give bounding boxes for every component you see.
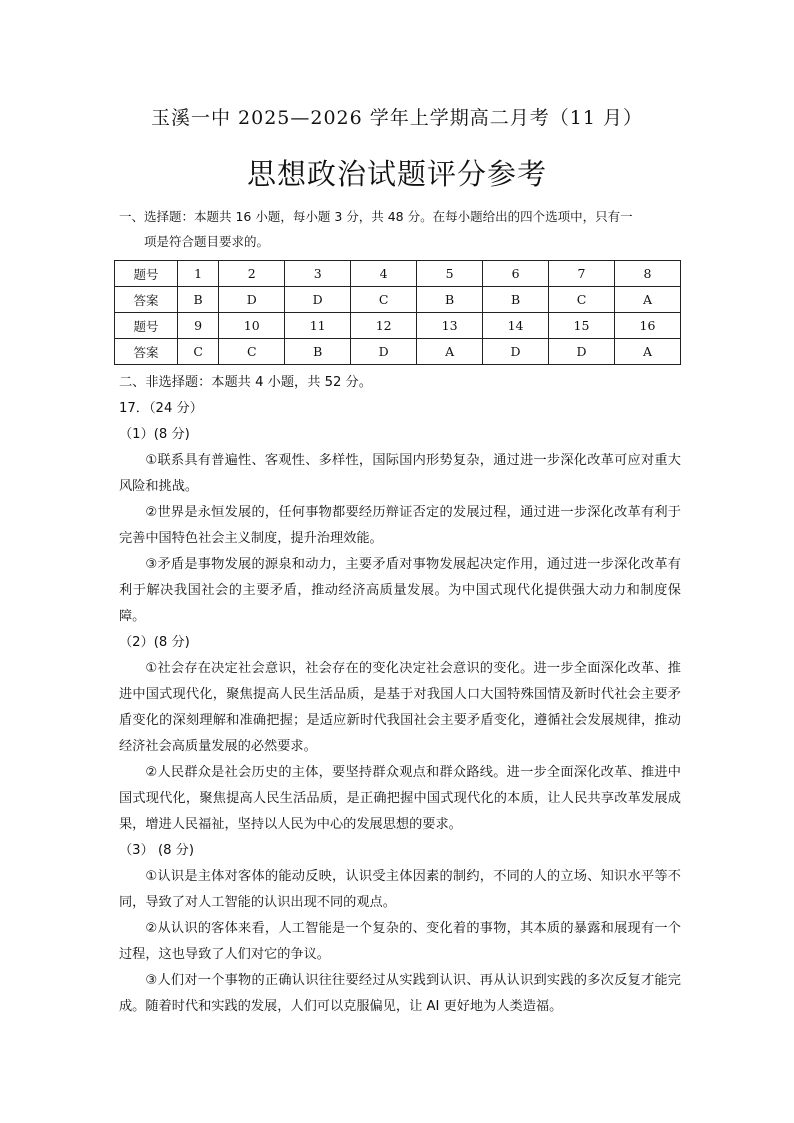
table-row-answers-2 [115, 339, 681, 365]
table-row-numbers-2 [115, 313, 681, 339]
answer-point: ③人们对一个事物的正确认识往往要经过从实践到认识、再从认识到实践的多次反复才能完成。随着时代和实践的发展，人们可以克服偏见，让 AI 更好地为人类造福。 [119, 973, 681, 1014]
table-cell: D [549, 339, 615, 365]
part-1-label: （1）(8 分) [119, 427, 190, 442]
table-row-numbers-1 [115, 261, 681, 287]
table-cell: A [614, 287, 680, 313]
answer-table [114, 260, 681, 365]
table-cell: B [285, 339, 351, 365]
table-cell: C [549, 287, 615, 313]
table-cell: 16 [614, 313, 680, 339]
part-2-label: （2）(8 分) [119, 635, 190, 650]
answer-point: ②世界是永恒发展的，任何事物都要经历辩证否定的发展过程，通过进一步深化改革有利于完善中国特色社会主义制度，提升治理效能。 [119, 505, 681, 546]
table-cell: 10 [219, 313, 285, 339]
table-cell: B [417, 287, 483, 313]
question-17-label: 17．（24 分） [119, 401, 203, 416]
table-cell: 5 [417, 261, 483, 287]
table-cell: 3 [285, 261, 351, 287]
part-3-label: （3） (8 分) [119, 843, 195, 858]
section-nonchoice-heading: 二、非选择题：本题共 4 小题，共 52 分。 [119, 375, 372, 390]
exam-subtitle: 玉溪一中 2025—2026 学年上学期高二月考（11 月） [150, 107, 643, 129]
table-cell: D [351, 339, 417, 365]
table-row-answers-1 [115, 287, 681, 313]
table-cell: 13 [417, 313, 483, 339]
table-cell: 12 [351, 313, 417, 339]
answer-point: ②人民群众是社会历史的主体，要坚持群众观点和群众路线。进一步全面深化改革、推进中国式现代化，聚焦提高人民生活品质，是正确把握中国式现代化的本质，让人民共享改革发展成果，增进人民福祉，坚持以人民为中心的发展思想的要求。 [119, 765, 681, 832]
section-nonchoice [119, 370, 681, 1020]
section-choice-intro [119, 204, 679, 254]
table-cell: 6 [483, 261, 549, 287]
table-header-cell: 题号 [115, 313, 178, 339]
table-header-cell: 答案 [115, 287, 178, 313]
table-cell: C [219, 339, 285, 365]
table-cell: 15 [549, 313, 615, 339]
answer-point: ①认识是主体对客体的能动反映，认识受主体因素的制约，不同的人的立场、知识水平等不同，导致了对人工智能的认识出现不同的观点。 [119, 869, 681, 910]
table-header-cell: 题号 [115, 261, 178, 287]
answer-point: ①联系具有普遍性、客观性、多样性，国际国内形势复杂，通过进一步深化改革可应对重大风险和挑战。 [119, 453, 681, 494]
table-cell: B [483, 287, 549, 313]
answer-point: ③矛盾是事物发展的源泉和动力，主要矛盾对事物发展起决定作用，通过进一步深化改革有利于解决我国社会的主要矛盾，推动经济高质量发展。为中国式现代化提供强大动力和制度保障。 [119, 557, 681, 624]
table-cell: D [219, 287, 285, 313]
table-cell: A [614, 339, 680, 365]
table-cell: D [483, 339, 549, 365]
table-cell: B [178, 287, 219, 313]
answer-point: ①社会存在决定社会意识，社会存在的变化决定社会意识的变化。进一步全面深化改革、推进中国式现代化，聚焦提高人民生活品质，是基于对我国人口大国特殊国情及新时代社会主要矛盾变化的深刻理解和准确把握；是适应新时代我国社会主要矛盾变化，遵循社会发展规律，推动经济社会高质量发展的必然要求。 [119, 661, 681, 754]
table-cell: 14 [483, 313, 549, 339]
table-cell: C [178, 339, 219, 365]
table-cell: 2 [219, 261, 285, 287]
table-cell: 4 [351, 261, 417, 287]
table-cell: A [417, 339, 483, 365]
section-choice-line2: 项是符合题目要求的。 [144, 234, 270, 249]
table-cell: 1 [178, 261, 219, 287]
table-header-cell: 答案 [115, 339, 178, 365]
page-title: 思想政治试题评分参考 [246, 157, 547, 191]
table-cell: 9 [178, 313, 219, 339]
table-cell: C [351, 287, 417, 313]
table-cell: 7 [549, 261, 615, 287]
table-cell: 11 [285, 313, 351, 339]
table-cell: D [285, 287, 351, 313]
answer-point: ②从认识的客体来看，人工智能是一个复杂的、变化着的事物，其本质的暴露和展现有一个过程，这也导致了人们对它的争议。 [119, 921, 681, 962]
table-cell: 8 [614, 261, 680, 287]
section-choice-line1: 一、选择题：本题共 16 小题，每小题 3 分，共 48 分。在每小题给出的四个选项中，只有一 [119, 209, 633, 224]
